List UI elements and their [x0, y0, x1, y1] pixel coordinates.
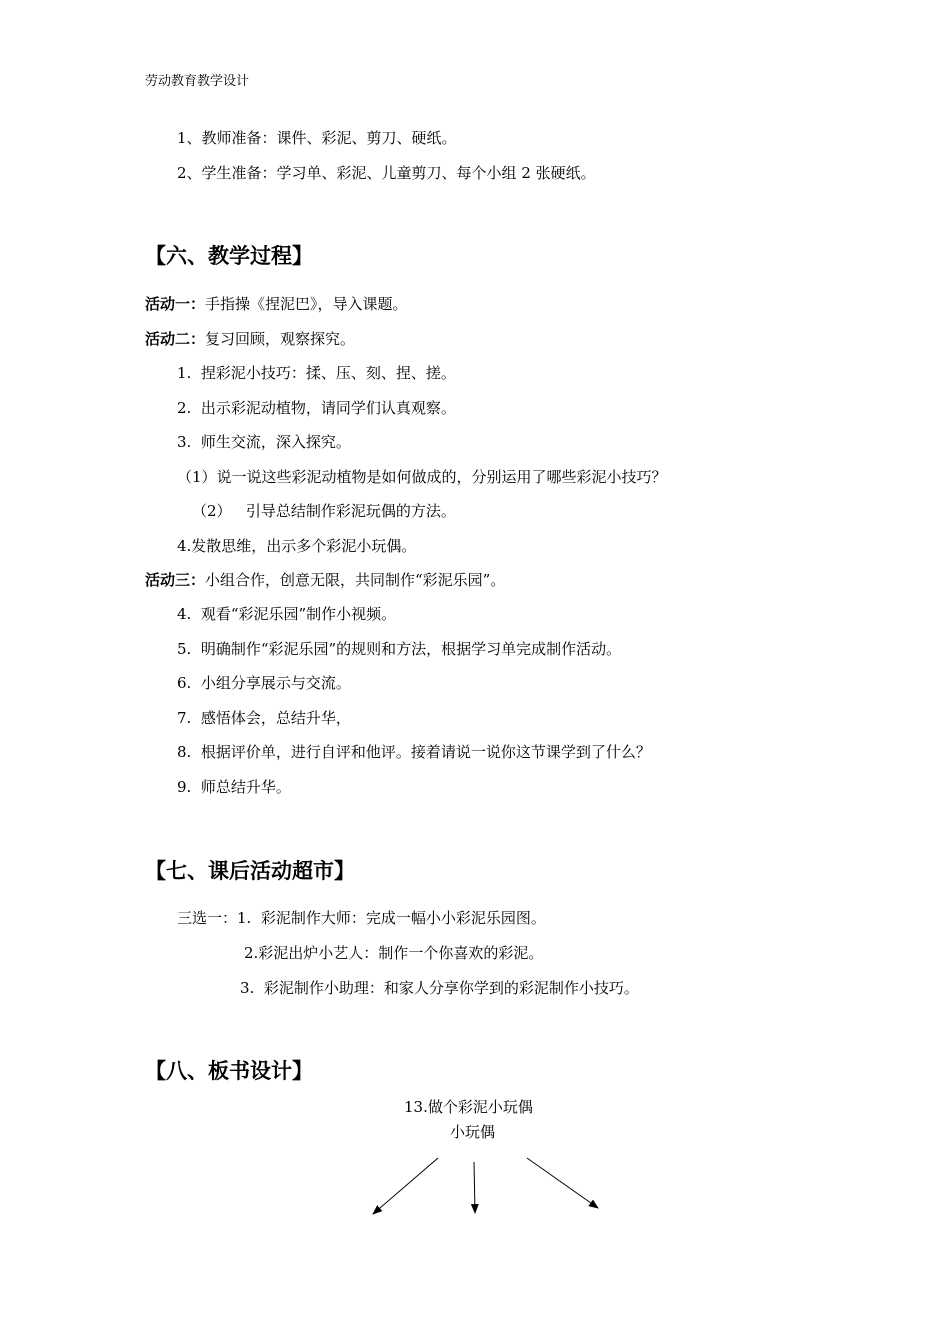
activity-3-item: 6. 小组分享展示与交流。 — [177, 674, 351, 692]
section-heading-after-class: 【七、课后活动超市】 — [145, 859, 355, 883]
activity-3-item: 8. 根据评价单，进行自评和他评。接着请说一说你这节课学到了什么？ — [177, 743, 651, 761]
prep-item-student: 2、学生准备：学习单、彩泥、儿童剪刀、每个小组 2 张硬纸。 — [177, 164, 596, 182]
activity-3-item: 5. 明确制作“彩泥乐园”的规则和方法，根据学习单完成制作活动。 — [177, 640, 622, 658]
activity-2-subitem: （1）说一说这些彩泥动植物是如何做成的，分别运用了哪些彩泥小技巧？ — [177, 468, 667, 486]
arrow-right — [527, 1158, 598, 1208]
arrow-middle — [474, 1162, 475, 1213]
activity-1-label: 活动一： — [145, 295, 206, 313]
activity-2-subitem: （2） 引导总结制作彩泥玩偶的方法。 — [192, 502, 456, 520]
page-header: 劳动教育教学设计 — [145, 74, 250, 89]
activity-2-item: 1. 捏彩泥小技巧：揉、压、刻、捏、搓。 — [177, 364, 456, 382]
board-title: 13.做个彩泥小玩偶 — [404, 1098, 533, 1116]
arrow-left — [373, 1158, 438, 1214]
activity-3-item: 4. 观看“彩泥乐园”制作小视频。 — [177, 605, 397, 623]
activity-2-text: 复习回顾，观察探究。 — [205, 330, 356, 348]
after-class-option: 三选一：1. 彩泥制作大师：完成一幅小小彩泥乐园图。 — [177, 909, 546, 927]
activity-3-label: 活动三： — [145, 571, 206, 589]
activity-3-item: 9. 师总结升华。 — [177, 778, 291, 796]
activity-3-text: 小组合作，创意无限，共同制作“彩泥乐园”。 — [205, 571, 506, 589]
section-heading-process: 【六、教学过程】 — [145, 244, 313, 268]
section-heading-board: 【八、板书设计】 — [145, 1059, 313, 1083]
activity-2-item: 3. 师生交流，深入探究。 — [177, 433, 351, 451]
activity-2-item: 4.发散思维，出示多个彩泥小玩偶。 — [177, 537, 417, 555]
activity-2-label: 活动二： — [145, 330, 206, 348]
activity-3-item: 7. 感悟体会，总结升华， — [177, 709, 351, 727]
activity-2-item: 2. 出示彩泥动植物，请同学们认真观察。 — [177, 399, 456, 417]
board-subtitle: 小玩偶 — [450, 1123, 496, 1141]
activity-1-text: 手指操《捏泥巴》，导入课题。 — [205, 295, 408, 313]
after-class-option: 3. 彩泥制作小助理：和家人分享你学到的彩泥制作小技巧。 — [240, 979, 639, 997]
prep-item-teacher: 1、教师准备：课件、彩泥、剪刀、硬纸。 — [177, 129, 457, 147]
after-class-option: 2.彩泥出炉小艺人：制作一个你喜欢的彩泥。 — [244, 944, 544, 962]
